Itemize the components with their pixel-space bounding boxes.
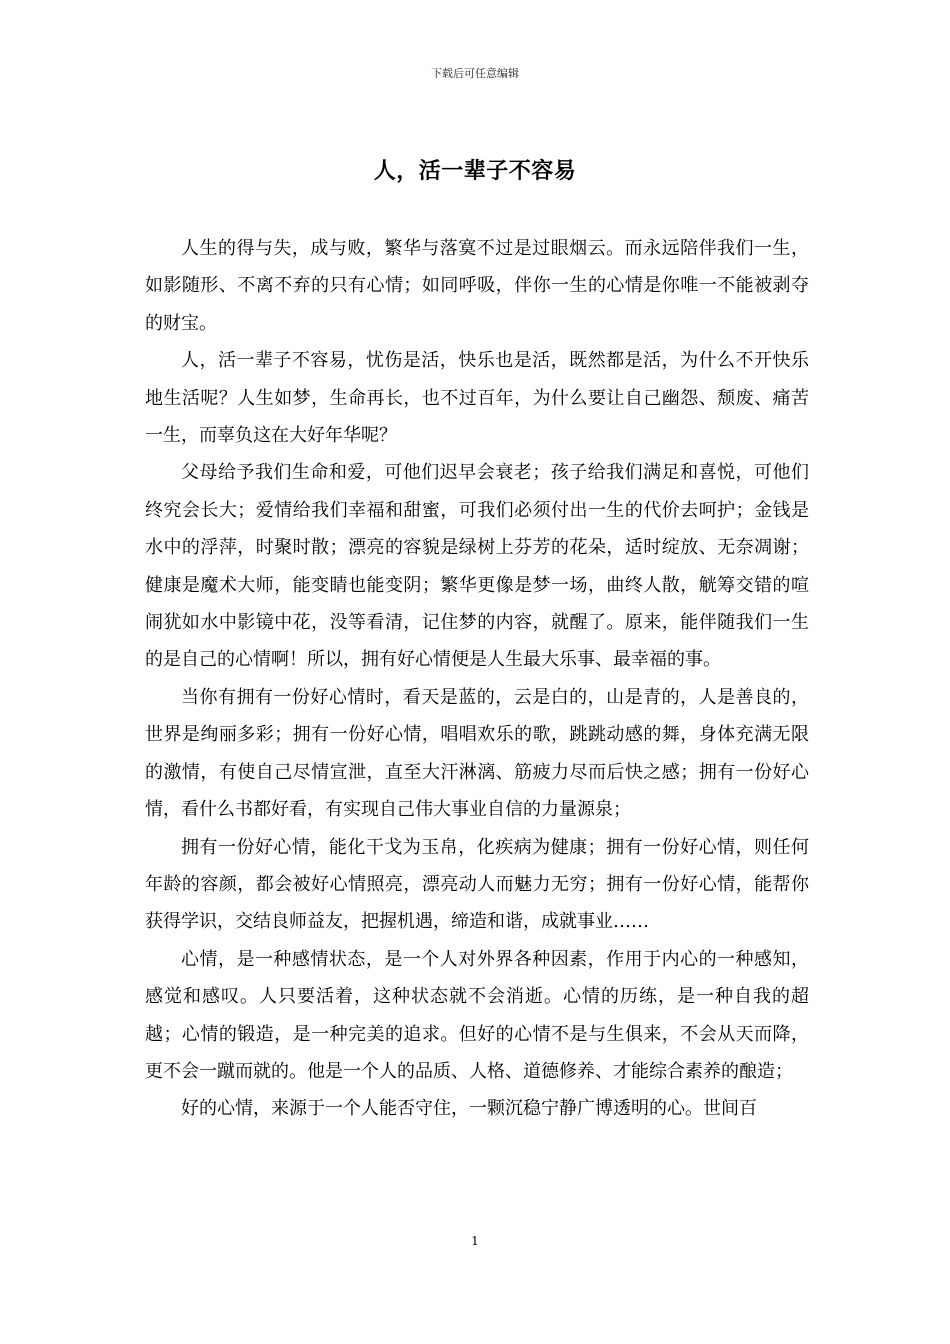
paragraph-2: 人，活一辈子不容易，忧伤是活，快乐也是活，既然都是活，为什么不开快乐地生活呢？人生如梦，生命再长，也不过百年，为什么要让自己幽怨、颓废、痛苦一生，而辜负这在大好年华呢？ — [145, 350, 809, 447]
paragraph-6: 心情，是一种感情状态，是一个人对外界各种因素，作用于内心的一种感知，感觉和感叹。人只要活着，这种状态就不会消逝。心情的历练，是一种自我的超越；心情的锻造，是一种完美的追求。但好的心情不是与生俱来，不会从天而降，更不会一蹴而就的。他是一个人的品质、人格、道德修养、才能综合素养的酿造； — [145, 948, 809, 1082]
paragraph-1: 人生的得与失，成与败，繁华与落寞不过是过眼烟云。而永远陪伴我们一生，如影随形、不离不弃的只有心情；如同呼吸，伴你一生的心情是你唯一不能被剥夺的财宝。 — [145, 238, 809, 334]
page-number: 1 — [471, 1234, 479, 1248]
page-header-note: 下载后可任意编辑 — [431, 67, 519, 80]
document-title: 人，活一辈子不容易 — [373, 158, 577, 184]
document-body — [145, 230, 809, 1128]
paragraph-5: 拥有一份好心情，能化干戈为玉帛，化疾病为健康；拥有一份好心情，则任何年龄的容颜，都会被好心情照亮，漂亮动人而魅力无穷；拥有一份好心情，能帮你获得学识，交结良师益友，把握机遇，缔造和谐，成就事业…… — [145, 836, 809, 933]
paragraph-3: 父母给予我们生命和爱，可他们迟早会衰老；孩子给我们满足和喜悦，可他们终究会长大；爱情给我们幸福和甜蜜，可我们必须付出一生的代价去呵护；金钱是水中的浮萍，时聚时散；漂亮的容貌是绿树上芬芳的花朵，适时绽放、无奈凋谢；健康是魔术大师，能变睛也能变阴；繁华更像是梦一场，曲终人散，觥筹交错的喧闹犹如水中影镜中花，没等看清，记住梦的内容，就醒了。原来，能伴随我们一生的是自己的心情啊！所以，拥有好心情便是人生最大乐事、最幸福的事。 — [145, 462, 809, 671]
paragraph-7: 好的心情，来源于一个人能否守住，一颗沉稳宁静广博透明的心。世间百 — [181, 1098, 757, 1120]
paragraph-4: 当你有拥有一份好心情时，看天是蓝的，云是白的，山是青的，人是善良的，世界是绚丽多彩；拥有一份好心情，唱唱欢乐的歌，跳跳动感的舞，身体充满无限的激情，有使自己尽情宣泄，直至大汗淋漓、筋疲力尽而后快之感；拥有一份好心情，看什么书都好看，有实现自己伟大事业自信的力量源泉； — [145, 686, 809, 821]
